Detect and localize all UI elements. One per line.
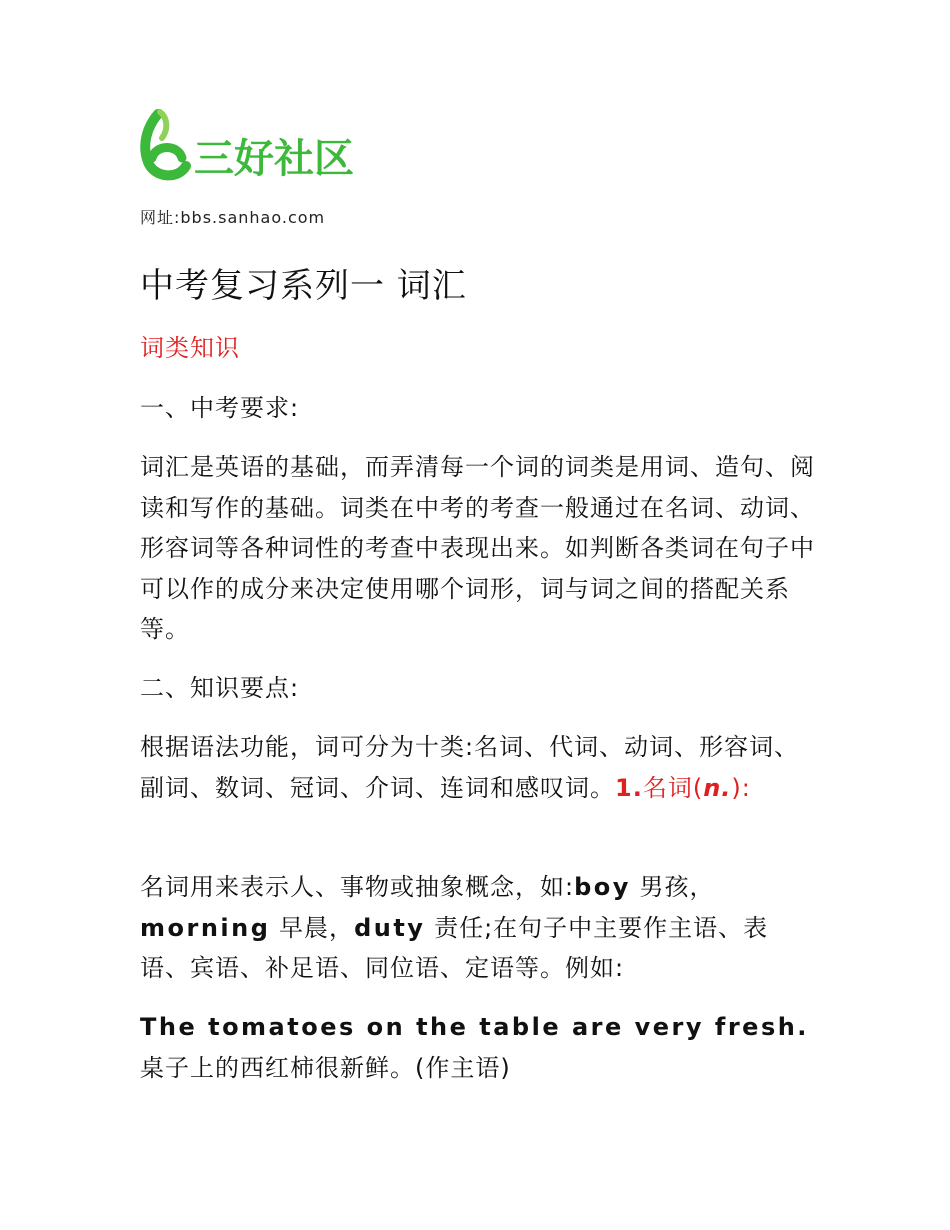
example-english: The tomatoes on the table are very fresh.	[140, 1013, 809, 1041]
page-title: 中考复习系列一 词汇	[140, 266, 467, 306]
noun-label: 名词	[642, 773, 693, 802]
noun-description	[140, 867, 815, 989]
requirements-heading: 一、中考要求:	[140, 394, 300, 422]
example-sentence	[140, 1007, 815, 1088]
noun-desc-text: 名词用来表示人、事物或抽象概念，如:	[140, 873, 575, 901]
noun-close: ):	[731, 773, 751, 802]
points-heading: 二、知识要点:	[140, 674, 300, 702]
points-body	[140, 727, 815, 808]
section-heading: 词类知识	[140, 334, 240, 362]
example-duty-cn: 责任;在句子中主要作主语、表语、宾语、补足语、同位语、定语等。例如:	[140, 913, 769, 982]
points-text: 根据语法功能，词可分为十类:名词、代词、动词、形容词、副词、数词、冠词、介词、连词和感叹词。	[140, 733, 800, 802]
example-morning: morning	[140, 913, 271, 942]
sanhao-logo	[138, 108, 360, 184]
example-chinese: 桌子上的西红柿很新鲜。(作主语)	[140, 1053, 511, 1082]
example-boy: boy	[574, 873, 631, 901]
example-morning-cn: 早晨，	[270, 913, 355, 942]
example-boy-cn: 男孩，	[630, 873, 715, 901]
site-url: 网址:bbs.sanhao.com	[140, 208, 326, 227]
logo-text: 三好社区	[194, 136, 354, 182]
example-duty: duty	[354, 913, 426, 942]
noun-open: (	[692, 773, 704, 802]
requirements-body: 词汇是英语的基础，而弄清每一个词的词类是用词、造句、阅读和写作的基础。词类在中考的考查一般通过在名词、动词、形容词等各种词性的考查中表现出来。如判断各类词在句子中可以作的成分来决定使用哪个词形，词与词之间的搭配关系等。	[140, 453, 815, 643]
noun-abbr: n.	[703, 773, 732, 802]
noun-number: 1.	[615, 773, 643, 802]
